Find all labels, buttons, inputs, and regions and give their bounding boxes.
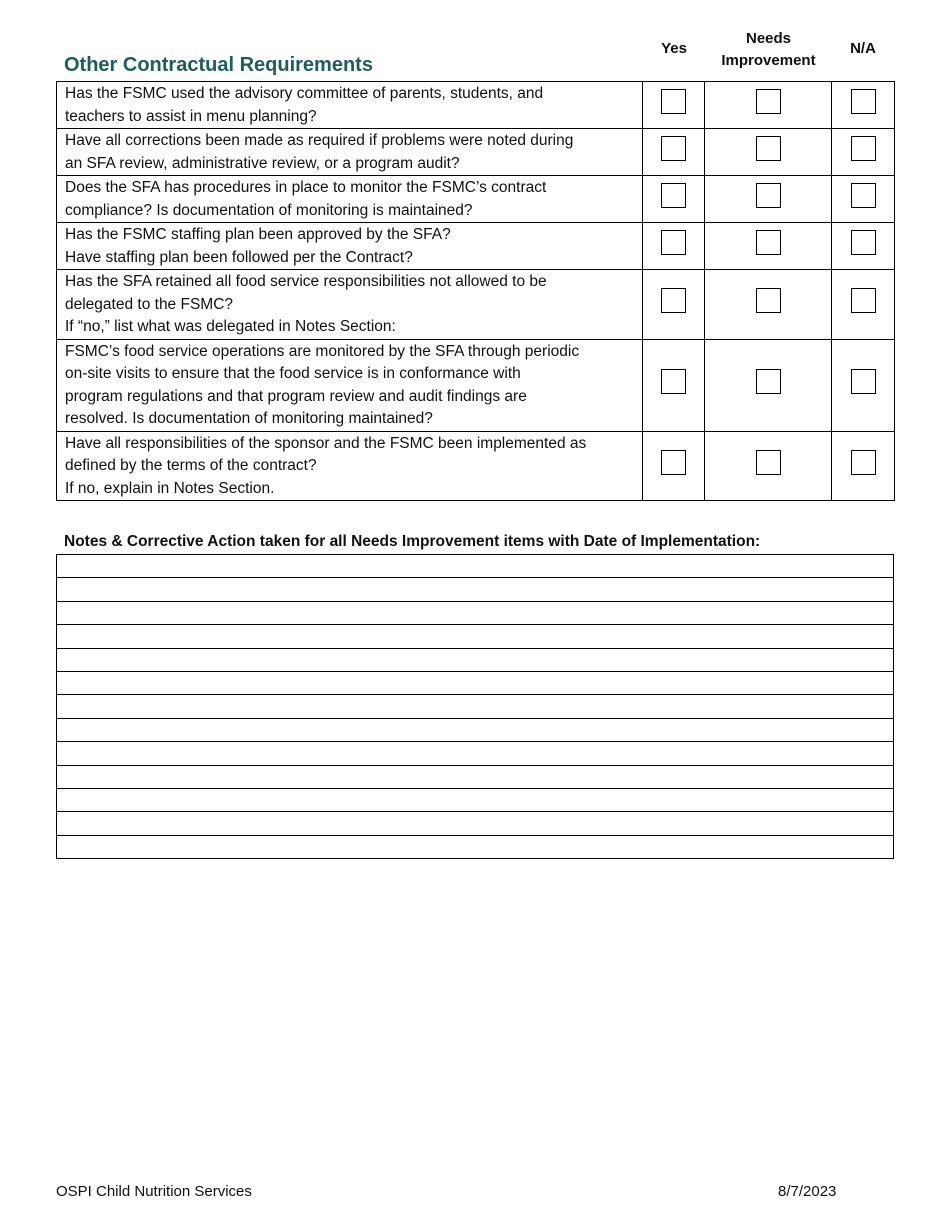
- column-header-needs-line1: Needs: [745, 30, 792, 47]
- question-line: If “no,” list what was delegated in Notes Section:: [65, 318, 396, 335]
- checkbox-needs-improvement[interactable]: [756, 136, 781, 161]
- cell-na: [832, 82, 895, 129]
- column-header-needs-line2: Improvement: [721, 52, 816, 69]
- notes-table: [56, 554, 894, 859]
- checkbox-needs-improvement[interactable]: [756, 183, 781, 208]
- notes-line-field[interactable]: [57, 812, 894, 835]
- requirement-row: [57, 270, 895, 340]
- notes-row: [57, 555, 894, 578]
- requirements-table: [56, 81, 895, 501]
- notes-row: [57, 788, 894, 811]
- cell-na: [832, 270, 895, 340]
- notes-line-field[interactable]: [57, 765, 894, 788]
- notes-row: [57, 835, 894, 858]
- cell-yes: [643, 129, 705, 176]
- notes-line-field[interactable]: [57, 648, 894, 671]
- column-header-na: N/A: [850, 40, 876, 57]
- requirement-question: [57, 129, 643, 176]
- cell-yes: [643, 82, 705, 129]
- cell-na: [832, 176, 895, 223]
- column-header-needs-improvement: [705, 28, 832, 72]
- cell-needs-improvement: [705, 82, 832, 129]
- cell-yes: [643, 223, 705, 270]
- notes-row: [57, 648, 894, 671]
- notes-row: [57, 718, 894, 741]
- question-line: an SFA review, administrative review, or a program audit?: [65, 154, 460, 172]
- cell-na: [832, 339, 895, 431]
- checkbox-yes[interactable]: [661, 183, 686, 208]
- cell-needs-improvement: [705, 129, 832, 176]
- requirement-row: [57, 223, 895, 270]
- checkbox-needs-improvement[interactable]: [756, 450, 781, 475]
- requirement-row: [57, 129, 895, 176]
- checkbox-na[interactable]: [851, 450, 876, 475]
- checkbox-na[interactable]: [851, 369, 876, 394]
- requirement-question: [57, 431, 643, 501]
- checkbox-na[interactable]: [851, 136, 876, 161]
- requirement-row: [57, 82, 895, 129]
- requirement-row: [57, 339, 895, 431]
- notes-line-field[interactable]: [57, 718, 894, 741]
- checkbox-yes[interactable]: [661, 288, 686, 313]
- section-title: Other Contractual Requirements: [64, 54, 373, 76]
- checkbox-na[interactable]: [851, 230, 876, 255]
- checkbox-needs-improvement[interactable]: [756, 369, 781, 394]
- checkbox-na[interactable]: [851, 89, 876, 114]
- notes-line-field[interactable]: [57, 601, 894, 624]
- checkbox-yes[interactable]: [661, 89, 686, 114]
- cell-yes: [643, 339, 705, 431]
- notes-row: [57, 812, 894, 835]
- notes-line-field[interactable]: [57, 835, 894, 858]
- cell-na: [832, 223, 895, 270]
- notes-row: [57, 578, 894, 601]
- question-line: delegated to the FSMC?: [65, 295, 234, 313]
- notes-title: Notes & Corrective Action taken for all Needs Improvement items with Date of Implementation:: [64, 533, 761, 550]
- requirement-row: [57, 431, 895, 501]
- checkbox-na[interactable]: [851, 183, 876, 208]
- question-line: Does the SFA has procedures in place to monitor the FSMC’s contract: [65, 179, 547, 196]
- question-line: resolved. Is documentation of monitoring maintained?: [65, 410, 433, 427]
- cell-yes: [643, 431, 705, 501]
- requirement-question: [57, 82, 643, 129]
- question-line: on-site visits to ensure that the food service is in conformance with: [65, 365, 521, 382]
- notes-line-field[interactable]: [57, 625, 894, 648]
- cell-na: [832, 129, 895, 176]
- checkbox-na[interactable]: [851, 288, 876, 313]
- notes-line-field[interactable]: [57, 671, 894, 694]
- question-line: Has the FSMC used the advisory committee of parents, students, and: [65, 85, 544, 102]
- notes-line-field[interactable]: [57, 578, 894, 601]
- notes-row: [57, 765, 894, 788]
- question-line: FSMC’s food service operations are monitored by the SFA through periodic: [65, 342, 580, 360]
- cell-needs-improvement: [705, 176, 832, 223]
- requirement-row: [57, 176, 895, 223]
- column-header-yes: Yes: [661, 40, 687, 57]
- notes-row: [57, 601, 894, 624]
- cell-needs-improvement: [705, 339, 832, 431]
- requirement-question: [57, 223, 643, 270]
- question-line: Have all responsibilities of the sponsor and the FSMC been implemented as: [65, 434, 587, 452]
- question-line: Have staffing plan been followed per the Contract?: [65, 248, 413, 266]
- notes-line-field[interactable]: [57, 695, 894, 718]
- checkbox-yes[interactable]: [661, 230, 686, 255]
- question-line: teachers to assist in menu planning?: [65, 107, 317, 125]
- footer-date: 8/7/2023: [778, 1183, 837, 1200]
- checkbox-needs-improvement[interactable]: [756, 89, 781, 114]
- checkbox-yes[interactable]: [661, 136, 686, 161]
- checkbox-yes[interactable]: [661, 369, 686, 394]
- requirement-question: [57, 270, 643, 340]
- requirement-question: [57, 176, 643, 223]
- notes-row: [57, 695, 894, 718]
- cell-yes: [643, 176, 705, 223]
- cell-needs-improvement: [705, 223, 832, 270]
- notes-line-field[interactable]: [57, 555, 894, 578]
- notes-line-field[interactable]: [57, 788, 894, 811]
- notes-line-field[interactable]: [57, 742, 894, 765]
- question-line: compliance? Is documentation of monitoring is maintained?: [65, 201, 473, 219]
- cell-needs-improvement: [705, 431, 832, 501]
- checkbox-needs-improvement[interactable]: [756, 288, 781, 313]
- question-line: Has the FSMC staffing plan been approved by the SFA?: [65, 226, 451, 243]
- notes-row: [57, 625, 894, 648]
- requirement-question: [57, 339, 643, 431]
- question-line: Have all corrections been made as required if problems were noted during: [65, 132, 574, 149]
- notes-row: [57, 671, 894, 694]
- question-line: program regulations and that program review and audit findings are: [65, 387, 527, 405]
- footer-organization: OSPI Child Nutrition Services: [56, 1183, 252, 1200]
- checkbox-yes[interactable]: [661, 450, 686, 475]
- notes-row: [57, 742, 894, 765]
- cell-needs-improvement: [705, 270, 832, 340]
- question-line: Has the SFA retained all food service responsibilities not allowed to be: [65, 273, 547, 290]
- question-line: If no, explain in Notes Section.: [65, 479, 275, 497]
- cell-na: [832, 431, 895, 501]
- question-line: defined by the terms of the contract?: [65, 457, 317, 474]
- cell-yes: [643, 270, 705, 340]
- checkbox-needs-improvement[interactable]: [756, 230, 781, 255]
